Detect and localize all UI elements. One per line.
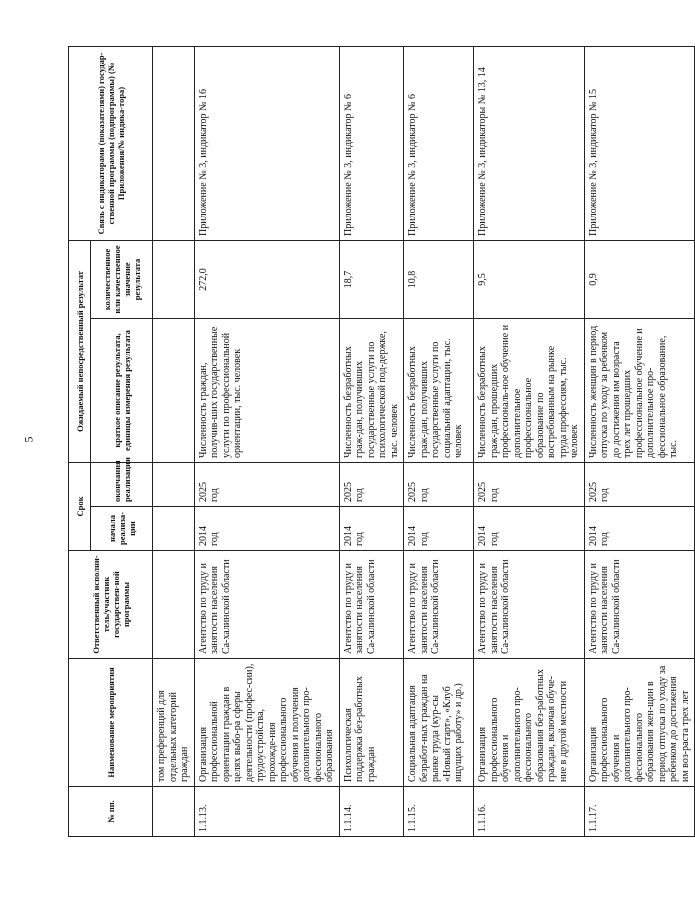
- cell-end: 2025 год: [474, 462, 585, 506]
- measures-table: [68, 46, 695, 837]
- cell-num: 1.1.17.: [584, 787, 695, 837]
- cell-value: 10,8: [404, 240, 474, 318]
- cell-responsible: Агентство по труду и занятости населения Са-халинской области: [404, 551, 474, 659]
- cell-link: Приложение № 3, индикаторы № 13, 14: [474, 46, 585, 240]
- page-number: 5: [21, 436, 36, 443]
- table-row: [404, 46, 474, 836]
- cell-desc: Численность безработных граж-дан, прошедших профессиональ-ное обучение и дополнительное профессиональное образование по востребованным на рынке труда профессиям, тыс. человек: [474, 318, 585, 462]
- header-desc: краткое описание результата, единицы измерения результата: [91, 318, 153, 462]
- cell-value: 18,7: [339, 240, 404, 318]
- cell-end: 2025 год: [404, 462, 474, 506]
- cell-event: Психологическая поддержка без-работных граждан: [339, 659, 404, 787]
- cell-empty: [153, 551, 195, 659]
- cell-empty: [153, 318, 195, 462]
- header-expected: Ожидаемый непосредственный результат: [69, 240, 91, 462]
- cell-responsible: Агентство по труду и занятости населения Са-халинской области: [584, 551, 695, 659]
- cell-start: 2014 год: [404, 507, 474, 551]
- table-row: [339, 46, 404, 836]
- cell-empty: [153, 240, 195, 318]
- cell-end: 2025 год: [194, 462, 339, 506]
- cell-num: 1.1.16.: [474, 787, 585, 837]
- table-row: [584, 46, 695, 836]
- cell-event: Социальная адаптация безработ-ных граждан на рынке труда (кур-сы «Новый старт», «Клуб ищущих работу» и др.): [404, 659, 474, 787]
- cell-end: 2025 год: [339, 462, 404, 506]
- table-row: [194, 46, 339, 836]
- header-value: количественное или качественное значение результата: [91, 240, 153, 318]
- cell-link: Приложение № 3, индикатор № 16: [194, 46, 339, 240]
- table-row: [474, 46, 585, 836]
- header-num: № пп.: [69, 787, 153, 837]
- cell-link: Приложение № 3, индикатор № 15: [584, 46, 695, 240]
- header-term: Срок: [69, 462, 91, 550]
- cell-event: Организация профессионального обучения и дополнительного про-фессионального образования жен-щин в период отпуска по уходу за ребенком до достижения им воз-раста трех лет: [584, 659, 695, 787]
- cell-empty: [153, 46, 195, 240]
- cell-num: [153, 787, 195, 837]
- cell-start: 2014 год: [339, 507, 404, 551]
- cell-event: Организация профессионального обучения и дополнительного про-фессионального образования без-работных граждан, включая обуче-ние в другой местности: [474, 659, 585, 787]
- cell-link: Приложение № 3, индикатор № 6: [404, 46, 474, 240]
- rotated-table-container: [68, 47, 691, 837]
- cell-desc: Численность безработных граж-дан, получивших государственные услуги по социальной адаптации, тыс. человек: [404, 318, 474, 462]
- cell-responsible: Агентство по труду и занятости населения Са-халинской области: [474, 551, 585, 659]
- cell-start: 2014 год: [584, 507, 695, 551]
- cell-num: 1.1.13.: [194, 787, 339, 837]
- cell-link: Приложение № 3, индикатор № 6: [339, 46, 404, 240]
- cell-value: 9,5: [474, 240, 585, 318]
- cell-num: 1.1.15.: [404, 787, 474, 837]
- cell-desc: Численность граждан, получив-ших государственные услуги по профессиональной ориентации, тыс. человек: [194, 318, 339, 462]
- header-link: Связь с индикаторами (показателями) государ-ственной программы (подпрограммы) (№ Приложения/№ индика-тора): [69, 46, 153, 240]
- cell-event: том преференций для отдельных категорий граждан: [153, 659, 195, 787]
- header-event: Наименование мероприятия: [69, 659, 153, 787]
- cell-desc: Численность безработных граж-дан, получивших государственные услуги по психологической под-держке, тыс. человек: [339, 318, 404, 462]
- table-row-continuation: [153, 46, 195, 836]
- cell-responsible: Агентство по труду и занятости населения Са-халинской области: [339, 551, 404, 659]
- header-responsible: Ответственный исполни-тель/участник государствен-ной программы: [69, 551, 153, 659]
- cell-num: 1.1.14.: [339, 787, 404, 837]
- header-term-end: окончания реализации: [91, 462, 153, 506]
- cell-event: Организация профессиональной ориентации граждан в целях выбо-ра сферы деятельности (профес-сии), трудоустройства, прохожде-ния профессионального обучения и получения дополнительного про-фессионального образования: [194, 659, 339, 787]
- cell-responsible: Агентство по труду и занятости населения Са-халинской области: [194, 551, 339, 659]
- cell-value: 0,9: [584, 240, 695, 318]
- cell-empty: [153, 462, 195, 506]
- cell-empty: [153, 507, 195, 551]
- cell-desc: Численность женщин в период отпуска по уходу за ребенком до достижения им возраста трех лет прошедших профессиональное обучение и дополнительное про-фессиональное образование, тыс.: [584, 318, 695, 462]
- cell-end: 2025 год: [584, 462, 695, 506]
- cell-start: 2014 год: [194, 507, 339, 551]
- cell-value: 272,0: [194, 240, 339, 318]
- header-term-start: начала реализа-ции: [91, 507, 153, 551]
- cell-start: 2014 год: [474, 507, 585, 551]
